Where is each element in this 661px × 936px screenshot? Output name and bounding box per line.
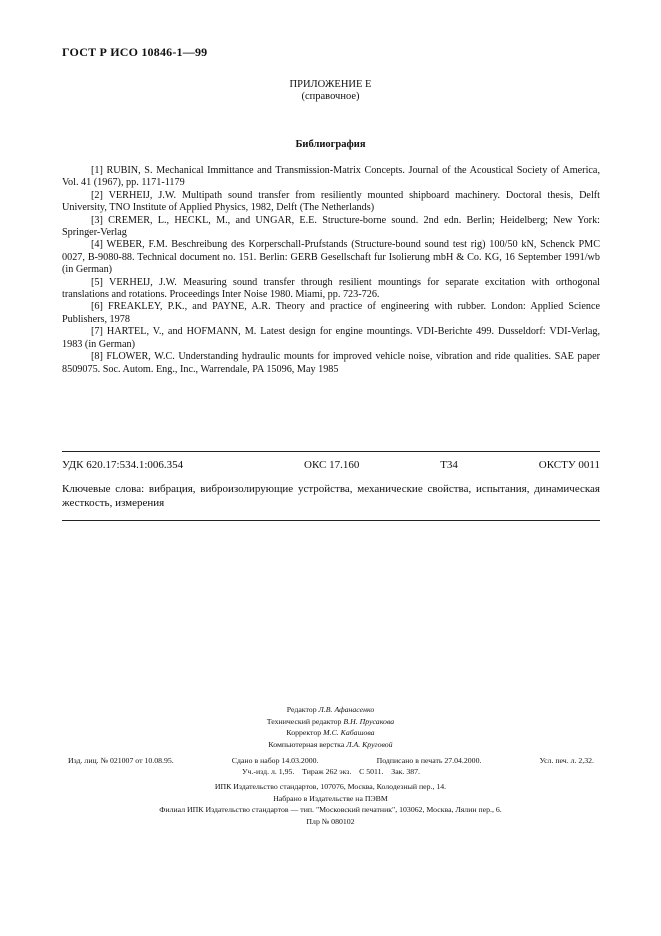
publication-row-2 bbox=[68, 767, 594, 776]
publisher-footer bbox=[0, 781, 661, 827]
footer-line: Плр № 080102 bbox=[306, 816, 355, 826]
credit-line bbox=[0, 727, 661, 739]
reference-item: [8] FLOWER, W.C. Understanding hydraulic mounts for improved vehicle noise, vibration and ride qualities. SAE paper 8509075. Soc. Autom. Eng., Inc., Warrendale, PA 15096, May 1985 bbox=[62, 351, 600, 375]
print-date: Подписано в печать 27.04.2000. bbox=[376, 756, 482, 765]
publication-row bbox=[68, 756, 594, 765]
oks-code: ОКС 17.160 bbox=[304, 459, 360, 471]
license-info: Изд. лиц. № 021007 от 10.08.95. bbox=[68, 756, 174, 765]
credit-line bbox=[0, 739, 661, 751]
keywords: Ключевые слова: вибрация, виброизолирующие устройства, механические свойства, испытания, динамическая жесткость, измерения bbox=[62, 483, 600, 509]
standard-code: ГОСТ Р ИСО 10846-1—99 bbox=[62, 45, 208, 59]
credit-role: Редактор bbox=[286, 705, 317, 714]
footer-line: ИПК Издательство стандартов, 107076, Москва, Колодезный пер., 14. bbox=[214, 782, 447, 791]
credit-line bbox=[0, 716, 661, 728]
appendix-subtitle: (справочное) bbox=[301, 91, 360, 102]
t-code: Т34 bbox=[440, 459, 458, 471]
edition-info: Уч.-изд. л. 1,95. Тираж 262 экз. С 5011. Зак. 387. bbox=[242, 767, 420, 776]
reference-item: [7] HARTEL, V., and HOFMANN, M. Latest design for engine mountings. VDI-Berichte 499. Dusseldorf: VDI-Verlag, 1983 (in German) bbox=[62, 326, 600, 350]
credit-role: Компьютерная верстка bbox=[268, 739, 345, 749]
reference-item: [4] WEBER, F.M. Beschreibung des Korperschall-Prufstands (Structure-bound sound test rig) 100/50 kN, Schenck PMC 0027, B-9080-88. Technical document no. 151. Berlin: GERB Gesellschaft fur Isolierung mbH & Co. KG, 16 September 1991/wb (in German) bbox=[62, 239, 600, 276]
credits-block bbox=[0, 704, 661, 750]
reference-item: [1] RUBIN, S. Mechanical Immittance and Transmission-Matrix Concepts. Journal of the Acoustical Society of America, Vol. 41 (1967), pp. 1171-1179 bbox=[62, 165, 600, 189]
appendix-heading bbox=[0, 79, 661, 103]
credit-name: В.Н. Прусакова bbox=[343, 716, 395, 726]
divider-bottom bbox=[62, 520, 600, 521]
credit-role: Технический редактор bbox=[266, 716, 342, 726]
credit-role: Корректор bbox=[286, 728, 322, 738]
footer-line: Филиал ИПК Издательство стандартов — тип. "Московский печатник", 103062, Москва, Лялин пер., 6. bbox=[159, 805, 502, 815]
classification-row bbox=[62, 459, 600, 471]
print-sheets: Усл. печ. л. 2,32. bbox=[539, 756, 594, 765]
udk-code: УДК 620.17:534.1:006.354 bbox=[62, 459, 184, 471]
divider-top bbox=[62, 451, 600, 452]
footer-line: Набрано в Издательстве на ПЭВМ bbox=[273, 793, 388, 803]
credit-line bbox=[0, 704, 661, 716]
bibliography-title: Библиография bbox=[295, 139, 366, 150]
reference-item: [3] CREMER, L., HECKL, M., and UNGAR, E.E. Structure-borne sound. 2nd edn. Berlin; Heidelberg; New York: Springer-Verlag bbox=[62, 214, 600, 239]
appendix-title: ПРИЛОЖЕНИЕ Е bbox=[289, 79, 372, 90]
reference-list bbox=[62, 165, 600, 376]
credit-name: Л.А. Круговой bbox=[346, 739, 393, 749]
credit-name: Л.В. Афанасенко bbox=[318, 705, 375, 714]
credit-name: М.С. Кабашова bbox=[323, 728, 375, 738]
reference-item: [2] VERHEIJ, J.W. Multipath sound transfer from resiliently mounted shipboard machinery. Doctoral thesis, Delft University, TNO Institute of Applied Physics, 1982, Delft (The Netherlands) bbox=[62, 189, 600, 214]
reference-item: [6] FREAKLEY, P.K., and PAYNE, A.R. Theory and practice of engineering with rubber. London: Applied Science Publishers, 1978 bbox=[62, 301, 600, 325]
reference-item: [5] VERHEIJ, J.W. Measuring sound transfer through resilient mountings for separate excitation with orthogonal translations and rotations. Proceedings Inter Noise 1980. Miami, pp. 723-726. bbox=[62, 276, 600, 301]
typeset-date: Сдано в набор 14.03.2000. bbox=[231, 756, 319, 765]
okstu-code: ОКСТУ 0011 bbox=[538, 459, 600, 471]
